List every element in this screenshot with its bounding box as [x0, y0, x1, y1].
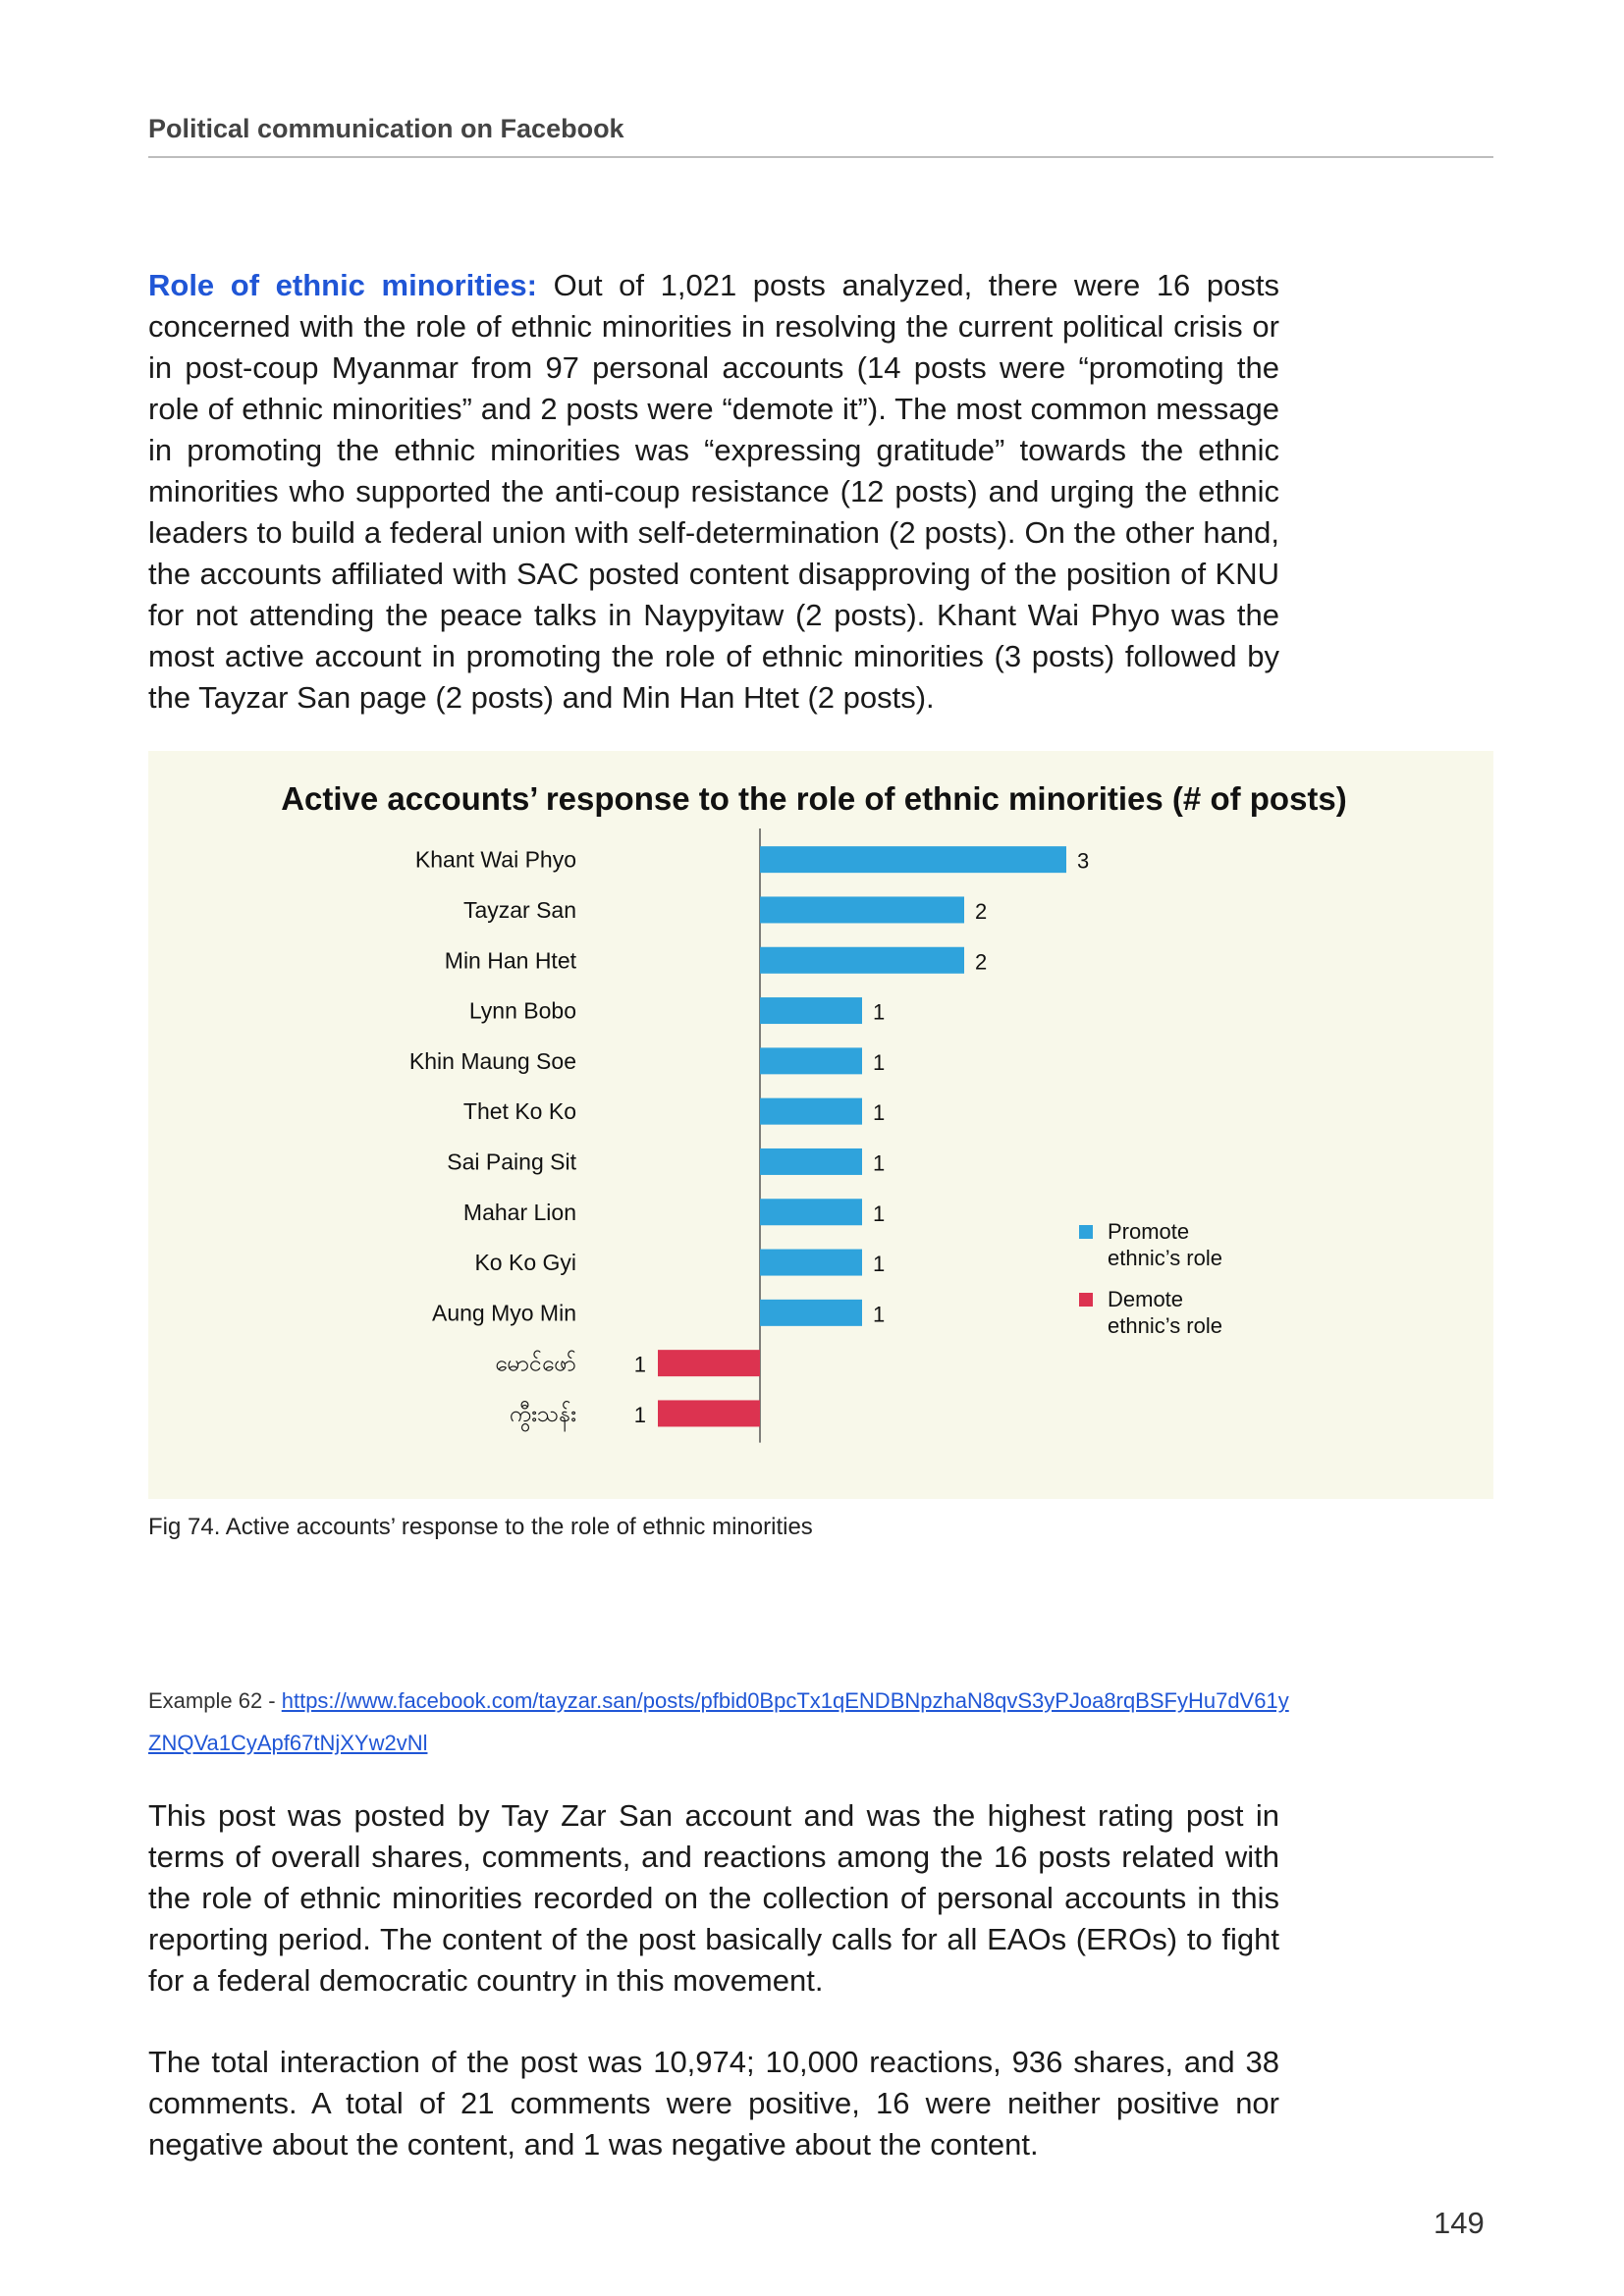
header-divider [148, 156, 1493, 158]
value-label: 1 [633, 1352, 646, 1377]
value-label: 1 [873, 1100, 886, 1126]
bar-promote [760, 1199, 862, 1225]
value-label: 1 [873, 1201, 886, 1226]
bar-promote [760, 896, 964, 923]
example-label: Example 62 - [148, 1688, 282, 1713]
chart-panel [148, 751, 1493, 1499]
category-label: Lynn Bobo [468, 997, 576, 1024]
category-label: ကွီးသန်း [509, 1400, 576, 1426]
page-number: 149 [1434, 2206, 1485, 2240]
chart-title: Active accounts’ response to the role of ethnic minorities (# of posts) [281, 780, 1347, 817]
value-label: 1 [873, 1049, 886, 1075]
bar-promote [760, 1098, 862, 1125]
category-label: Aung Myo Min [431, 1300, 576, 1326]
category-label: Sai Paing Sit [447, 1148, 576, 1175]
legend-label: Demote ethnic’s role [1108, 1287, 1222, 1338]
intro-paragraph [148, 265, 1279, 719]
category-label: Min Han Htet [444, 947, 576, 974]
value-label: 1 [873, 1150, 886, 1176]
legend-swatch [1079, 1225, 1093, 1239]
bar-promote [760, 1300, 862, 1326]
section-lead: Role of ethnic minorities: [148, 268, 537, 302]
value-label: 1 [633, 1402, 646, 1427]
legend-label: Promote ethnic’s role [1108, 1219, 1222, 1270]
bar-promote [760, 1148, 862, 1175]
category-label: Mahar Lion [462, 1199, 576, 1225]
figure-caption: Fig 74. Active accounts’ response to the role of ethnic minorities [148, 1514, 813, 1540]
value-label: 1 [873, 1252, 886, 1277]
category-label: Khant Wai Phyo [414, 846, 576, 873]
category-label: Khin Maung Soe [408, 1047, 576, 1074]
bar-demote [658, 1350, 760, 1376]
category-label: Tayzar San [462, 896, 576, 923]
value-label: 1 [873, 1302, 886, 1327]
category-label: မောင်ဖော် [495, 1350, 576, 1376]
value-label: 1 [873, 999, 886, 1025]
bar-promote [760, 1047, 862, 1074]
bar-demote [658, 1400, 760, 1426]
category-label: Thet Ko Ko [462, 1098, 576, 1125]
value-label: 2 [975, 898, 988, 924]
value-label: 3 [1077, 848, 1090, 874]
legend-swatch [1079, 1293, 1093, 1307]
category-label: Ko Ko Gyi [474, 1250, 576, 1276]
running-header: Political communication on Facebook [148, 114, 624, 143]
example-reference [148, 1680, 1297, 1764]
intro-body: Out of 1,021 posts analyzed, there were 16 posts concerned with the role of ethnic minorities in resolving the current political crisis or in post-coup Myanmar from 97 personal accounts (14 posts were “promoting the role of ethnic minorities” and 2 posts were “demote it”). The most common message in promoting the ethnic minorities was “expressing gratitude” towards the ethnic minorities who supported the anti-coup resistance (12 posts) and urging the ethnic leaders to build a federal union with self-determination (2 posts). On the other hand, the accounts affiliated with SAC posted content disapproving of the position of KNU for not attending the peace talks in Naypyitaw (2 posts). Khant Wai Phyo was the most active account in promoting the role of ethnic minorities (3 posts) followed by the Tayzar San page (2 posts) and Min Han Htet (2 posts). [148, 268, 1279, 715]
example-link[interactable]: https://www.facebook.com/tayzar.san/posts/pfbid0BpcTx1qENDBNpzhaN8qvS3yPJoa8rqBSFyHu7dV61yZNQVa1CyApf67tNjXYw2vNl [148, 1688, 1289, 1755]
body-paragraph-2: The total interaction of the post was 10,974; 10,000 reactions, 936 shares, and 38 comments. A total of 21 comments were positive, 16 were neither positive nor negative about the content, and 1 was negative about the content. [148, 2045, 1279, 2162]
bar-promote [760, 947, 964, 974]
bar-promote [760, 846, 1066, 873]
bar-chart [148, 751, 1493, 1499]
bar-promote [760, 997, 862, 1024]
body-paragraph-1: This post was posted by Tay Zar San account and was the highest rating post in terms of overall shares, comments, and reactions among the 16 posts related with the role of ethnic minorities recorded on the collection of personal accounts in this reporting period. The content of the post basically calls for all EAOs (EROs) to fight for a federal democratic country in this movement. [148, 1798, 1279, 1998]
bar-promote [760, 1250, 862, 1276]
value-label: 2 [975, 949, 988, 975]
